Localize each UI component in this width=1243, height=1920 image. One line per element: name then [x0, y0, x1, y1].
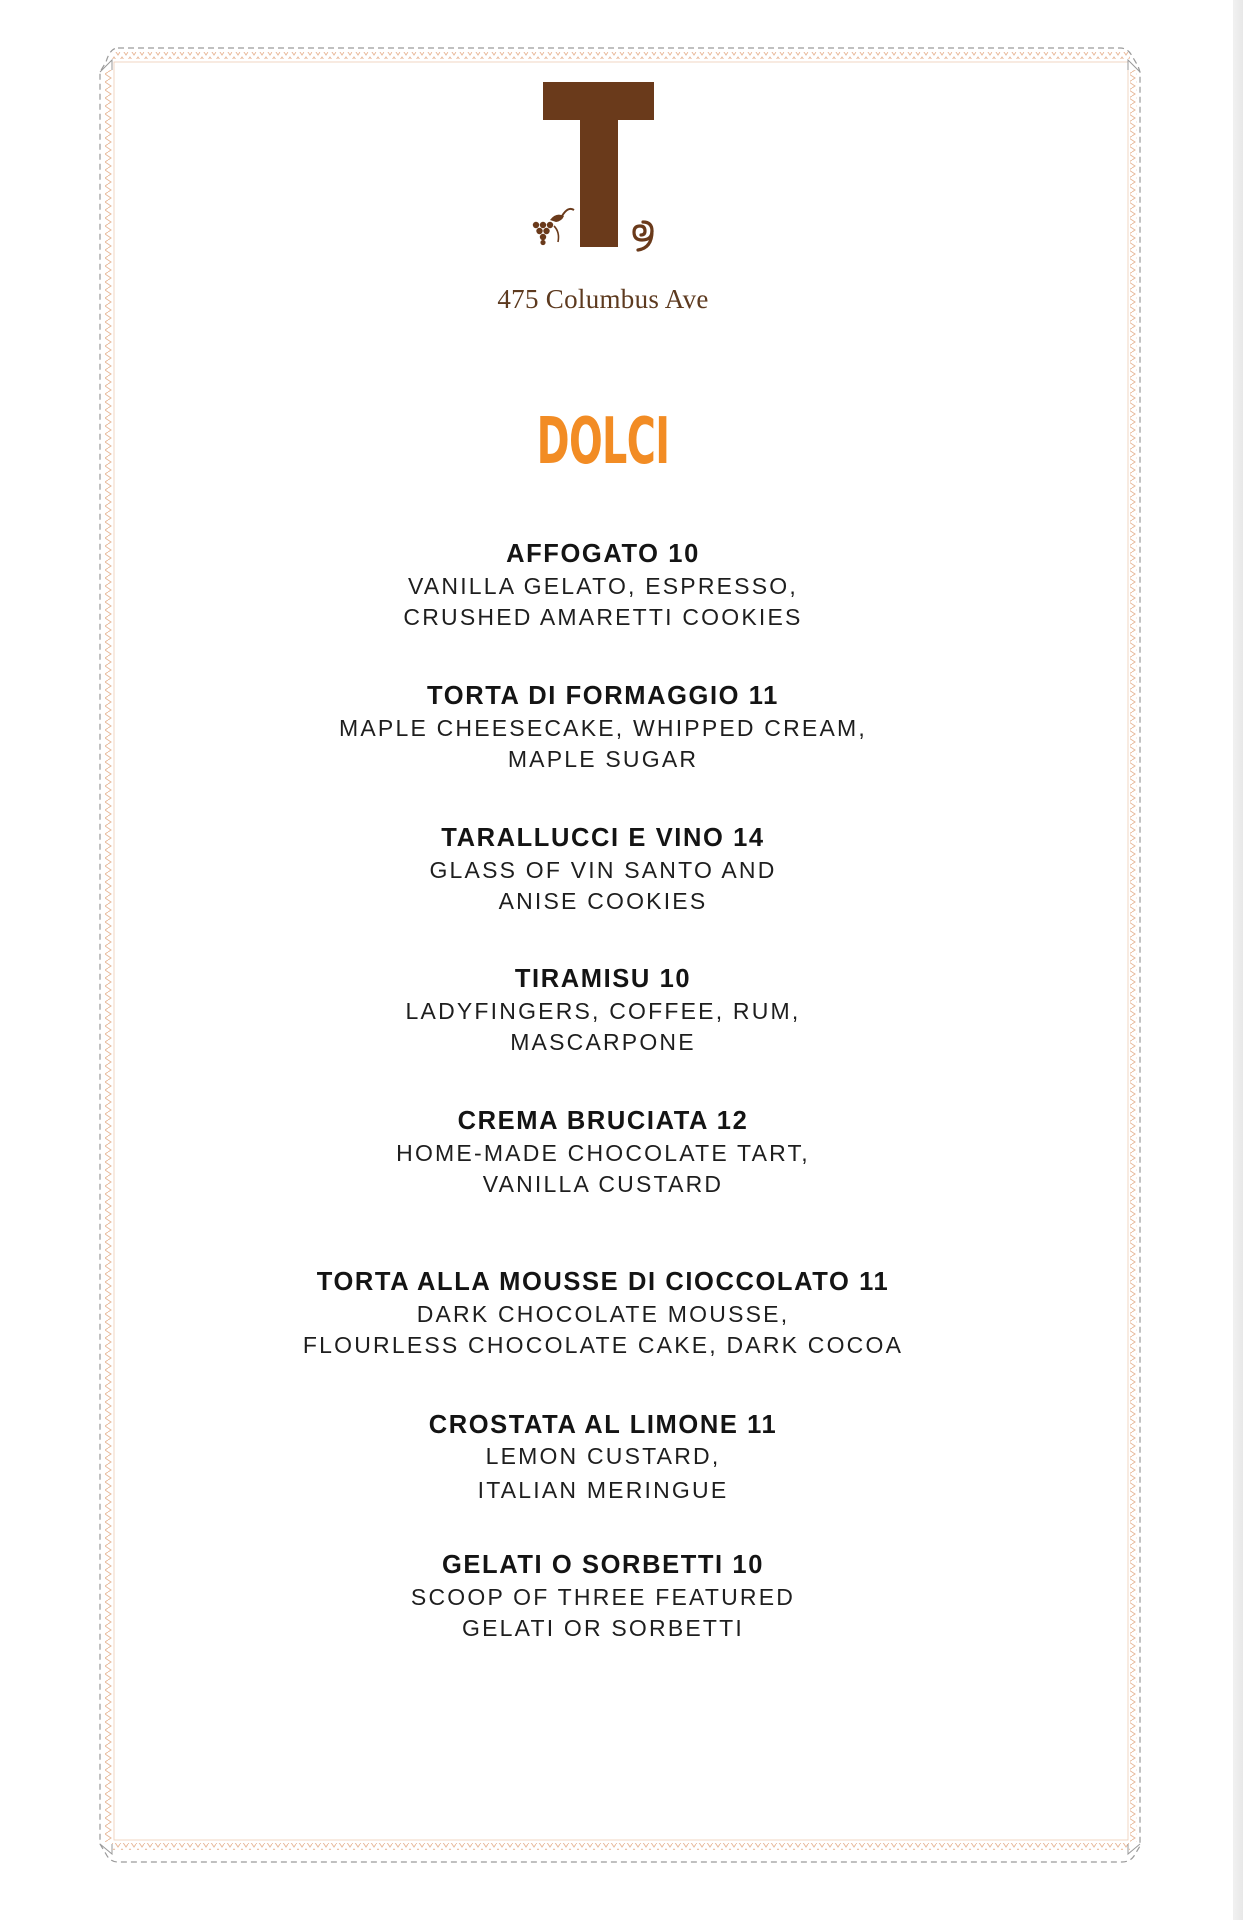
t-logo-icon [518, 80, 668, 255]
menu-item [103, 821, 1103, 917]
menu-item-description-line: GLASS OF VIN SANTO AND [429, 857, 777, 883]
menu-item-description [103, 996, 1103, 1058]
swirl-icon [634, 222, 652, 250]
menu-item [103, 962, 1103, 1058]
menu-item-description-line: ITALIAN MERINGUE [477, 1477, 729, 1503]
menu-item-description-line: MAPLE CHEESECAKE, WHIPPED CREAM, [339, 715, 867, 741]
menu-item-name: TARALLUCCI E VINO 14 [441, 824, 765, 852]
grapes-icon [533, 209, 574, 245]
restaurant-address: 475 Columbus Ave [497, 284, 709, 314]
menu-item-description-line: MASCARPONE [510, 1029, 696, 1055]
menu-item-name: TORTA DI FORMAGGIO 11 [427, 682, 779, 710]
menu-item [103, 1104, 1103, 1200]
logo [518, 80, 668, 255]
menu-item [103, 679, 1103, 775]
menu-item-description-line: VANILLA CUSTARD [482, 1171, 724, 1197]
menu-item-description [103, 1439, 1103, 1507]
menu-item-name: AFFOGATO 10 [506, 540, 700, 568]
menu-item-description-line: HOME-MADE CHOCOLATE TART, [396, 1140, 810, 1166]
menu-item-name: CROSTATA AL LIMONE 11 [428, 1411, 778, 1439]
menu-item-description-line: CRUSHED AMARETTI COOKIES [403, 604, 803, 630]
menu-item-name: TIRAMISU 10 [514, 965, 692, 993]
menu-item-description [103, 1138, 1103, 1200]
menu-item-description-line: MAPLE SUGAR [507, 746, 699, 772]
menu-item-description-line: DARK CHOCOLATE MOUSSE, [416, 1301, 790, 1327]
menu-item-description [103, 571, 1103, 633]
menu-item-name: CREMA BRUCIATA 12 [457, 1107, 749, 1135]
menu-item-description [103, 855, 1103, 917]
menu-item-name: TORTA ALLA MOUSSE DI CIOCCOLATO 11 [316, 1268, 890, 1296]
menu-item-description-line: GELATI OR SORBETTI [462, 1615, 744, 1641]
menu-item-description-line: VANILLA GELATO, ESPRESSO, [408, 573, 798, 599]
menu-item [103, 1408, 1103, 1507]
menu-item-description-line: ANISE COOKIES [498, 888, 708, 914]
menu-item-description [103, 1299, 1103, 1361]
menu-item-description-line: LADYFINGERS, COFFEE, RUM, [405, 998, 801, 1024]
menu-item-description [103, 713, 1103, 775]
menu-item [103, 1548, 1103, 1644]
page-edge-strip [1233, 0, 1243, 1920]
menu-item-description [103, 1582, 1103, 1644]
menu-item-description-line: FLOURLESS CHOCOLATE CAKE, DARK COCOA [302, 1332, 904, 1358]
section-title: DOLCI [536, 405, 670, 479]
menu-item [103, 537, 1103, 633]
menu-item-description-line: LEMON CUSTARD, [485, 1443, 721, 1469]
menu-item-name: GELATI O SORBETTI 10 [442, 1551, 764, 1579]
menu-item-description-line: SCOOP OF THREE FEATURED [410, 1584, 796, 1610]
menu-item [103, 1265, 1103, 1361]
